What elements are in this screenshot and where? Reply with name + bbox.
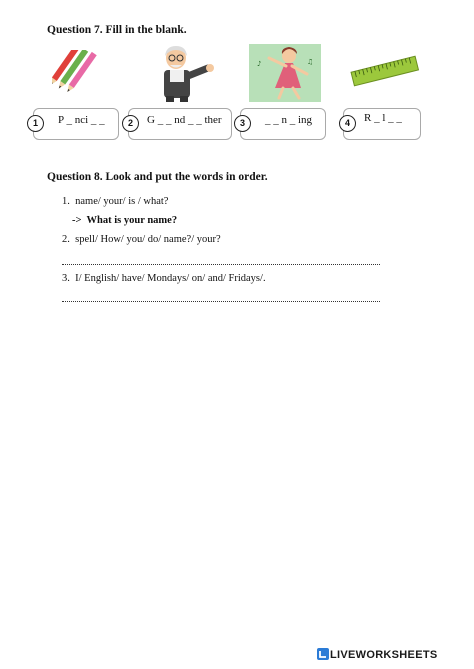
svg-text:♫: ♫ (307, 58, 314, 66)
list-item-1 (62, 196, 168, 207)
grandfather-picture (150, 44, 222, 104)
number-badge-3: 3 (234, 115, 251, 132)
list-item-2 (62, 234, 221, 245)
answer-box-3[interactable] (240, 108, 326, 140)
blank-word-1: P _ nci _ _ (58, 114, 105, 126)
question-8-title: Question 8. Look and put the words in order. (47, 171, 268, 183)
liveworksheets-logo: LIVEWORKSHEETS (330, 649, 438, 661)
svg-text:♪: ♪ (257, 60, 262, 68)
number-badge-1: 1 (27, 115, 44, 132)
list-item-3 (62, 273, 266, 284)
pencils-picture (52, 50, 110, 102)
ruler-picture (350, 54, 420, 90)
answer-line-2[interactable] (62, 264, 380, 265)
answer-line-3[interactable] (62, 301, 380, 302)
item-number-2: 2. (62, 234, 70, 245)
blank-word-4: R _ l _ _ (364, 112, 402, 124)
item-text-2: spell/ How/ you/ do/ name?/ your? (75, 234, 221, 245)
number-badge-4: 4 (339, 115, 356, 132)
item-text-3: I/ English/ have/ Mondays/ on/ and/ Fridays/. (75, 273, 266, 284)
item-text-1: name/ your/ is / what? (75, 196, 169, 207)
question-7-title: Question 7. Fill in the blank. (47, 24, 187, 36)
answer-box-1[interactable] (33, 108, 119, 140)
blank-word-2: G _ _ nd _ _ ther (147, 114, 222, 126)
arrow-symbol: -> (72, 215, 82, 226)
number-badge-2: 2 (122, 115, 139, 132)
dancing-girl-picture (249, 44, 321, 102)
item-number-3: 3. (62, 273, 70, 284)
blank-word-3: _ _ n _ ing (265, 114, 313, 126)
item-number-1: 1. (62, 196, 70, 207)
example-answer (72, 215, 177, 226)
liveworksheets-logo-icon (317, 648, 329, 660)
example-answer-text: What is your name? (86, 215, 178, 226)
answer-box-2[interactable] (128, 108, 232, 140)
